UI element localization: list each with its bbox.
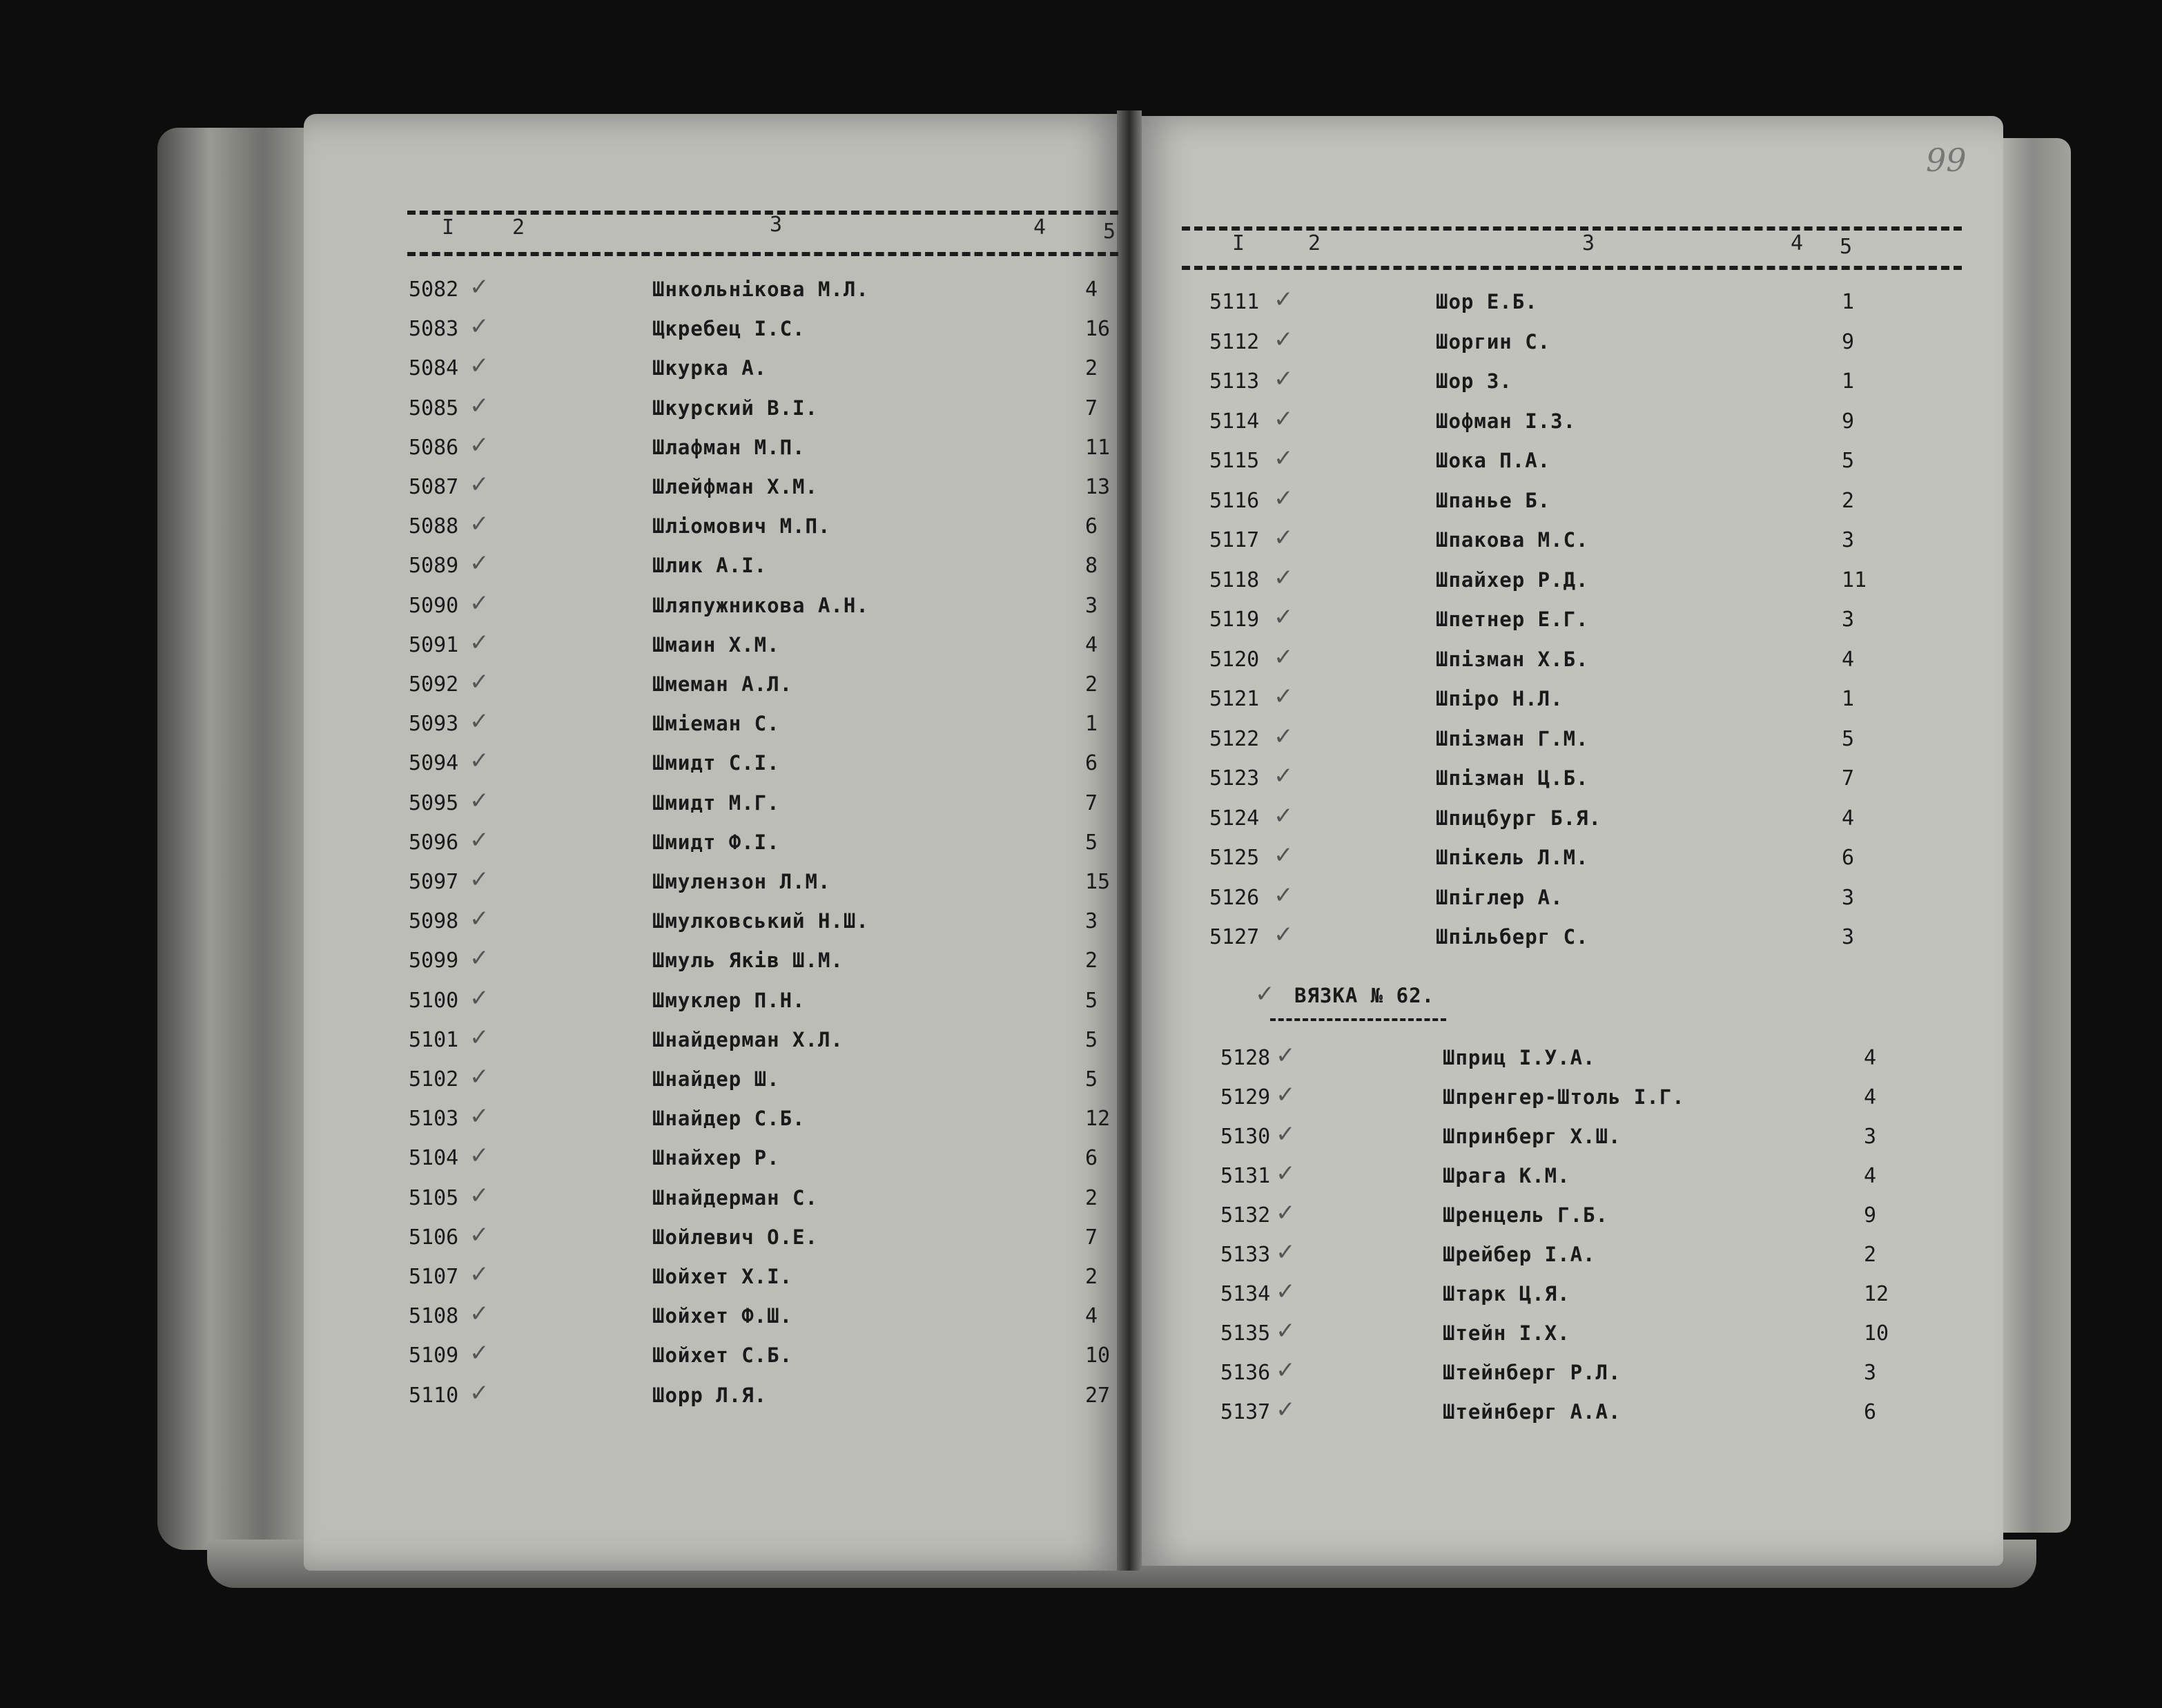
entry-name: Шрейбер І.А. bbox=[1443, 1243, 1596, 1266]
check-mark: ✓ bbox=[1274, 762, 1294, 790]
check-mark: ✓ bbox=[1274, 365, 1294, 393]
entry-count: 15 bbox=[1085, 870, 1111, 894]
check-mark: ✓ bbox=[1274, 881, 1294, 909]
entry-name: Штейн І.Х. bbox=[1443, 1321, 1570, 1345]
right-col-head-5: 5 bbox=[1840, 235, 1853, 259]
entry-count: 27 bbox=[1085, 1383, 1111, 1408]
entry-count: 4 bbox=[1085, 278, 1098, 302]
entry-number: 5087 bbox=[409, 475, 459, 499]
entry-name: Шмуль Яків Ш.М. bbox=[652, 949, 844, 973]
check-mark: ✓ bbox=[1276, 1239, 1296, 1266]
entry-count: 1 bbox=[1085, 712, 1098, 737]
entry-count: 5 bbox=[1085, 1067, 1098, 1091]
entry-count: 1 bbox=[1842, 687, 1855, 711]
entry-count: 2 bbox=[1085, 1185, 1098, 1210]
entry-number: 5127 bbox=[1209, 925, 1260, 949]
entry-count: 16 bbox=[1085, 317, 1111, 342]
check-mark: ✓ bbox=[1276, 1081, 1296, 1109]
check-mark: ✓ bbox=[1274, 802, 1294, 830]
left-header-rule-top bbox=[407, 211, 1118, 215]
entry-name: Шоргин С. bbox=[1436, 329, 1551, 353]
check-mark: ✓ bbox=[469, 628, 489, 657]
entry-count: 8 bbox=[1085, 554, 1098, 579]
entry-number: 5108 bbox=[409, 1304, 459, 1329]
entry-count: 4 bbox=[1864, 1085, 1877, 1109]
entry-number: 5096 bbox=[409, 830, 459, 855]
entry-count: 3 bbox=[1085, 909, 1098, 934]
bundle-heading-underline bbox=[1270, 1018, 1446, 1021]
entry-number: 5136 bbox=[1220, 1361, 1271, 1385]
entry-number: 5086 bbox=[409, 435, 459, 460]
check-mark: ✓ bbox=[469, 826, 489, 854]
entry-name: Шмулковський Н.Ш. bbox=[652, 909, 869, 933]
entry-count: 6 bbox=[1842, 846, 1855, 870]
entry-number: 5099 bbox=[409, 949, 459, 973]
entry-number: 5098 bbox=[409, 909, 459, 934]
entry-number: 5115 bbox=[1209, 449, 1260, 473]
entry-count: 5 bbox=[1085, 1027, 1098, 1052]
entry-count: 11 bbox=[1842, 567, 1867, 592]
check-mark: ✓ bbox=[1274, 722, 1294, 750]
entry-number: 5095 bbox=[409, 790, 459, 815]
check-mark: ✓ bbox=[1274, 325, 1294, 353]
entry-count: 7 bbox=[1085, 396, 1098, 420]
entry-number: 5113 bbox=[1209, 369, 1260, 394]
check-mark: ✓ bbox=[469, 668, 489, 696]
entry-count: 5 bbox=[1842, 449, 1855, 473]
entry-count: 6 bbox=[1085, 1146, 1098, 1171]
entry-count: 4 bbox=[1085, 632, 1098, 657]
entry-number: 5090 bbox=[409, 593, 459, 618]
entry-number: 5126 bbox=[1209, 885, 1260, 910]
entry-number: 5082 bbox=[409, 278, 459, 302]
entry-count: 7 bbox=[1842, 766, 1855, 790]
entry-name: Шойхет Ф.Ш. bbox=[652, 1304, 793, 1328]
entry-count: 2 bbox=[1085, 356, 1098, 381]
check-mark: ✓ bbox=[1276, 1042, 1296, 1069]
entry-name: Шлейфман Х.М. bbox=[652, 475, 818, 498]
entry-name: Щкребец І.С. bbox=[652, 317, 806, 341]
entry-name: Шрага К.М. bbox=[1443, 1164, 1570, 1187]
entry-number: 5083 bbox=[409, 317, 459, 342]
entry-number: 5105 bbox=[409, 1185, 459, 1210]
entry-name: Шпакова М.С. bbox=[1436, 528, 1589, 552]
entry-name: Шмидт Ф.І. bbox=[652, 830, 780, 854]
entry-name: Шпренгер-Штоль І.Г. bbox=[1443, 1085, 1685, 1109]
entry-name: Шмулензон Л.М. bbox=[652, 870, 831, 893]
entry-count: 10 bbox=[1085, 1343, 1111, 1368]
entry-count: 9 bbox=[1842, 329, 1855, 354]
entry-name: Шпільберг С. bbox=[1436, 925, 1589, 949]
entry-name: Шпікель Л.М. bbox=[1436, 846, 1589, 869]
left-col-head-2: 2 bbox=[512, 215, 525, 240]
entry-name: Шойхет С.Б. bbox=[652, 1343, 793, 1368]
entry-number: 5084 bbox=[409, 356, 459, 381]
entry-number: 5109 bbox=[409, 1343, 459, 1368]
check-mark: ✓ bbox=[469, 1023, 489, 1051]
right-col-head-2: 2 bbox=[1308, 231, 1321, 255]
check-mark: ✓ bbox=[469, 431, 489, 459]
entry-count: 4 bbox=[1085, 1304, 1098, 1329]
entry-name: Штейнберг Р.Л. bbox=[1443, 1361, 1622, 1384]
entry-name: Шор Е.Б. bbox=[1436, 290, 1538, 313]
right-page bbox=[1132, 116, 2003, 1566]
check-mark: ✓ bbox=[1276, 1199, 1296, 1227]
check-mark: ✓ bbox=[469, 1261, 489, 1288]
entry-number: 5089 bbox=[409, 554, 459, 579]
entry-count: 12 bbox=[1085, 1107, 1111, 1132]
check-mark: ✓ bbox=[469, 1103, 489, 1131]
entry-count: 12 bbox=[1864, 1282, 1889, 1306]
entry-number: 5093 bbox=[409, 712, 459, 737]
entry-name: Штарк Ц.Я. bbox=[1443, 1282, 1570, 1306]
entry-count: 6 bbox=[1085, 514, 1098, 539]
entry-count: 9 bbox=[1864, 1203, 1877, 1227]
entry-number: 5131 bbox=[1220, 1164, 1271, 1188]
check-mark: ✓ bbox=[1274, 921, 1294, 949]
entry-number: 5121 bbox=[1209, 687, 1260, 711]
entry-count: 3 bbox=[1085, 593, 1098, 618]
entry-number: 5119 bbox=[1209, 608, 1260, 632]
check-mark: ✓ bbox=[469, 1221, 489, 1249]
entry-count: 4 bbox=[1864, 1164, 1877, 1188]
check-mark: ✓ bbox=[1274, 563, 1294, 592]
entry-name: Шлик А.І. bbox=[652, 554, 768, 578]
check-mark: ✓ bbox=[469, 352, 489, 380]
bundle-heading: ВЯЗКА № 62. bbox=[1294, 984, 1435, 1007]
entry-number: 5133 bbox=[1220, 1243, 1271, 1267]
right-header-rule-top bbox=[1182, 226, 1962, 231]
book-spine-left-edge bbox=[157, 128, 316, 1550]
check-mark: ✓ bbox=[469, 905, 489, 933]
entry-name: Шор З. bbox=[1436, 369, 1512, 393]
entry-name: Шкурка А. bbox=[652, 356, 768, 380]
entry-count: 4 bbox=[1864, 1046, 1877, 1070]
check-mark: ✓ bbox=[1276, 1160, 1296, 1187]
check-mark: ✓ bbox=[469, 471, 489, 498]
entry-count: 6 bbox=[1864, 1400, 1877, 1424]
check-mark: ✓ bbox=[469, 944, 489, 973]
check-mark: ✓ bbox=[1274, 603, 1294, 631]
entry-count: 1 bbox=[1842, 290, 1855, 314]
entry-count: 10 bbox=[1864, 1321, 1889, 1346]
check-mark: ✓ bbox=[469, 550, 489, 578]
entry-count: 2 bbox=[1085, 1265, 1098, 1289]
check-mark: ✓ bbox=[469, 747, 489, 775]
left-col-head-4: 4 bbox=[1033, 215, 1046, 240]
entry-count: 2 bbox=[1864, 1243, 1877, 1267]
check-mark: ✓ bbox=[469, 1181, 489, 1210]
right-col-head-3: 3 bbox=[1582, 231, 1595, 255]
entry-number: 5103 bbox=[409, 1107, 459, 1132]
check-mark: ✓ bbox=[1274, 445, 1294, 472]
entry-name: Шпицбург Б.Я. bbox=[1436, 806, 1601, 830]
entry-count: 3 bbox=[1864, 1125, 1877, 1149]
entry-number: 5088 bbox=[409, 514, 459, 539]
entry-count: 5 bbox=[1085, 988, 1098, 1013]
check-mark: ✓ bbox=[469, 1339, 489, 1368]
entry-count: 3 bbox=[1842, 925, 1855, 949]
entry-name: Шмеман А.Л. bbox=[652, 672, 793, 696]
check-mark: ✓ bbox=[469, 1379, 489, 1407]
entry-number: 5130 bbox=[1220, 1125, 1271, 1149]
entry-count: 13 bbox=[1085, 475, 1111, 499]
entry-number: 5091 bbox=[409, 632, 459, 657]
bundle-check-mark: ✓ bbox=[1255, 980, 1275, 1008]
right-col-head-1: I bbox=[1232, 231, 1245, 255]
check-mark: ✓ bbox=[469, 984, 489, 1012]
entry-name: Шнайдер Ш. bbox=[652, 1067, 780, 1091]
check-mark: ✓ bbox=[469, 708, 489, 736]
entry-name: Шляпужникова А.Н. bbox=[652, 593, 869, 617]
left-col-head-5: 5 bbox=[1103, 220, 1116, 244]
entry-count: 4 bbox=[1842, 647, 1855, 672]
check-mark: ✓ bbox=[469, 313, 489, 341]
check-mark: ✓ bbox=[469, 1142, 489, 1170]
entry-name: Шойлевич О.Е. bbox=[652, 1225, 818, 1249]
entry-name: Шпіро Н.Л. bbox=[1436, 687, 1564, 710]
entry-number: 5112 bbox=[1209, 329, 1260, 354]
entry-name: Шпіглер А. bbox=[1436, 885, 1564, 909]
entry-name: Шнайдер С.Б. bbox=[652, 1107, 806, 1131]
entry-name: Шорр Л.Я. bbox=[652, 1383, 768, 1407]
entry-count: 1 bbox=[1842, 369, 1855, 394]
entry-name: Шнкольнікова М.Л. bbox=[652, 278, 869, 301]
check-mark: ✓ bbox=[1276, 1317, 1296, 1345]
check-mark: ✓ bbox=[469, 391, 489, 420]
entry-name: Шмидт С.І. bbox=[652, 751, 780, 775]
entry-name: Шнайдерман Х.Л. bbox=[652, 1027, 844, 1051]
entry-number: 5132 bbox=[1220, 1203, 1271, 1227]
book-right-edge bbox=[1995, 138, 2071, 1533]
entry-number: 5124 bbox=[1209, 806, 1260, 831]
entry-number: 5114 bbox=[1209, 409, 1260, 434]
check-mark: ✓ bbox=[469, 589, 489, 617]
entry-name: Шмуклер П.Н. bbox=[652, 988, 806, 1012]
entry-number: 5094 bbox=[409, 751, 459, 776]
page-number: 99 bbox=[1926, 142, 1967, 179]
check-mark: ✓ bbox=[469, 273, 489, 301]
entry-number: 5120 bbox=[1209, 647, 1260, 672]
entry-number: 5123 bbox=[1209, 766, 1260, 790]
entry-number: 5122 bbox=[1209, 726, 1260, 751]
entry-name: Шренцель Г.Б. bbox=[1443, 1203, 1608, 1227]
entry-number: 5134 bbox=[1220, 1282, 1271, 1306]
entry-count: 3 bbox=[1842, 885, 1855, 910]
entry-number: 5097 bbox=[409, 870, 459, 894]
right-col-head-4: 4 bbox=[1791, 231, 1804, 255]
entry-number: 5128 bbox=[1220, 1046, 1271, 1070]
check-mark: ✓ bbox=[469, 786, 489, 815]
entry-count: 7 bbox=[1085, 790, 1098, 815]
left-col-head-3: 3 bbox=[770, 213, 783, 237]
entry-name: Штейнберг А.А. bbox=[1443, 1400, 1622, 1424]
check-mark: ✓ bbox=[1274, 683, 1294, 710]
entry-number: 5129 bbox=[1220, 1085, 1271, 1109]
entry-name: Шмидт М.Г. bbox=[652, 790, 780, 815]
entry-count: 9 bbox=[1842, 409, 1855, 434]
entry-number: 5137 bbox=[1220, 1400, 1271, 1424]
entry-name: Шнайдерман С. bbox=[652, 1185, 818, 1210]
entry-name: Шміеман С. bbox=[652, 712, 780, 736]
entry-count: 2 bbox=[1085, 672, 1098, 697]
entry-number: 5111 bbox=[1209, 290, 1260, 314]
check-mark: ✓ bbox=[1274, 524, 1294, 552]
check-mark: ✓ bbox=[1276, 1396, 1296, 1424]
entry-name: Шлафман М.П. bbox=[652, 435, 806, 459]
entry-name: Шпанье Б. bbox=[1436, 488, 1551, 512]
entry-name: Шпізман Г.М. bbox=[1436, 726, 1589, 750]
entry-name: Шпринберг Х.Ш. bbox=[1443, 1125, 1622, 1148]
entry-number: 5104 bbox=[409, 1146, 459, 1171]
entry-number: 5092 bbox=[409, 672, 459, 697]
entry-count: 5 bbox=[1842, 726, 1855, 751]
left-col-head-1: I bbox=[442, 215, 455, 240]
entry-number: 5100 bbox=[409, 988, 459, 1013]
check-mark: ✓ bbox=[469, 510, 489, 538]
entry-name: Шпетнер Е.Г. bbox=[1436, 608, 1589, 631]
entry-name: Шмаин Х.М. bbox=[652, 632, 780, 657]
check-mark: ✓ bbox=[1274, 643, 1294, 671]
entry-count: 3 bbox=[1864, 1361, 1877, 1385]
entry-name: Шпізман Ц.Б. bbox=[1436, 766, 1589, 790]
entry-name: Шкурский В.І. bbox=[652, 396, 818, 420]
entry-name: Шліомович М.П. bbox=[652, 514, 831, 538]
entry-count: 2 bbox=[1085, 949, 1098, 973]
entry-number: 5110 bbox=[409, 1383, 459, 1408]
book-gutter bbox=[1117, 110, 1142, 1571]
left-header-rule-bottom bbox=[407, 252, 1118, 256]
entry-count: 3 bbox=[1842, 608, 1855, 632]
entry-number: 5085 bbox=[409, 396, 459, 420]
entry-count: 6 bbox=[1085, 751, 1098, 776]
entry-name: Шпайхер Р.Д. bbox=[1436, 567, 1589, 592]
entry-count: 4 bbox=[1842, 806, 1855, 831]
entry-name: Шофман І.З. bbox=[1436, 409, 1577, 433]
entry-count: 2 bbox=[1842, 488, 1855, 513]
entry-number: 5102 bbox=[409, 1067, 459, 1091]
check-mark: ✓ bbox=[1274, 405, 1294, 433]
check-mark: ✓ bbox=[469, 1300, 489, 1328]
entry-number: 5116 bbox=[1209, 488, 1260, 513]
entry-number: 5106 bbox=[409, 1225, 459, 1250]
entry-number: 5118 bbox=[1209, 567, 1260, 592]
entry-name: Шойхет Х.І. bbox=[652, 1265, 793, 1288]
entry-name: Шприц І.У.А. bbox=[1443, 1046, 1596, 1069]
check-mark: ✓ bbox=[1276, 1120, 1296, 1148]
entry-number: 5135 bbox=[1220, 1321, 1271, 1346]
entry-number: 5107 bbox=[409, 1265, 459, 1289]
check-mark: ✓ bbox=[1276, 1357, 1296, 1384]
check-mark: ✓ bbox=[1274, 484, 1294, 512]
entry-count: 5 bbox=[1085, 830, 1098, 855]
entry-count: 7 bbox=[1085, 1225, 1098, 1250]
entry-count: 3 bbox=[1842, 528, 1855, 552]
entry-number: 5101 bbox=[409, 1027, 459, 1052]
check-mark: ✓ bbox=[1274, 286, 1294, 313]
entry-count: 11 bbox=[1085, 435, 1111, 460]
check-mark: ✓ bbox=[469, 866, 489, 893]
entry-name: Шока П.А. bbox=[1436, 449, 1551, 472]
entry-number: 5117 bbox=[1209, 528, 1260, 552]
entry-number: 5125 bbox=[1209, 846, 1260, 870]
check-mark: ✓ bbox=[1274, 842, 1294, 869]
check-mark: ✓ bbox=[469, 1063, 489, 1091]
entry-name: Шнайхер Р. bbox=[652, 1146, 780, 1170]
right-header-rule-bottom bbox=[1182, 266, 1962, 270]
check-mark: ✓ bbox=[1276, 1278, 1296, 1306]
entry-name: Шпізман Х.Б. bbox=[1436, 647, 1589, 671]
